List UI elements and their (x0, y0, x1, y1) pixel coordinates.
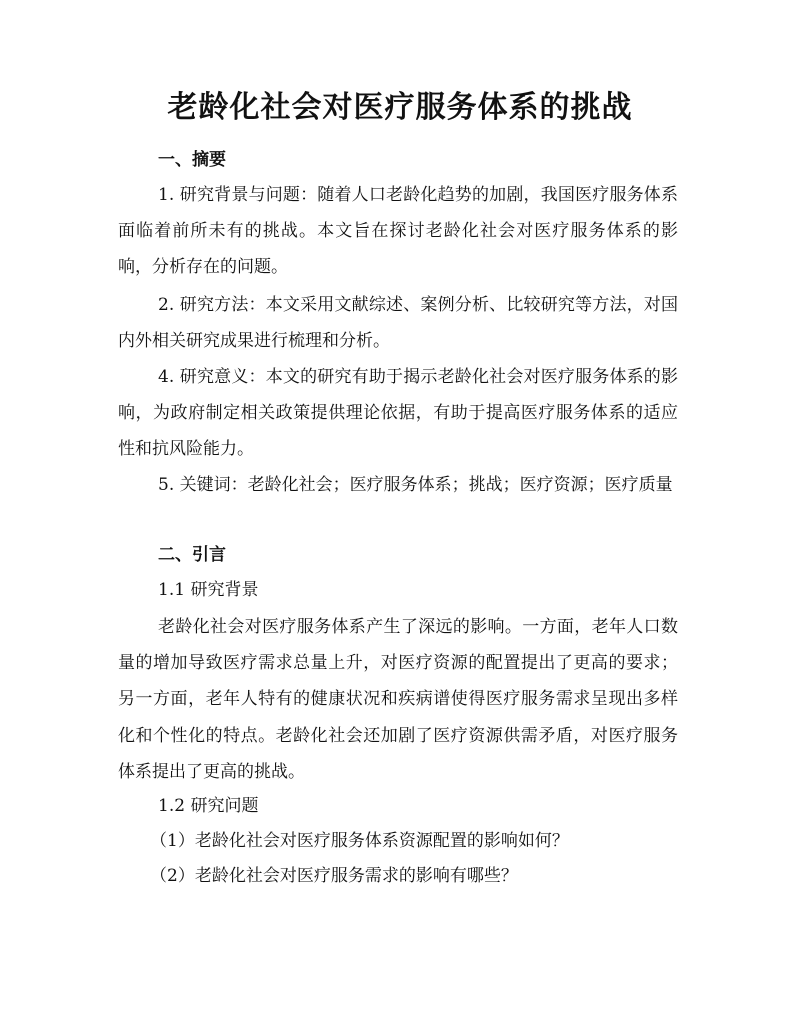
abstract-paragraph-keywords: 5. 关键词：老龄化社会；医疗服务体系；挑战；医疗资源；医疗质量 (158, 475, 673, 495)
document-title: 老龄化社会对医疗服务体系的挑战 (167, 90, 633, 125)
abstract-paragraph-background: 1. 研究背景与问题：随着人口老龄化趋势的加剧，我国医疗服务体系面临着前所未有的挑战。本文旨在探讨老龄化社会对医疗服务体系的影响，分析存在的问题。 (118, 185, 678, 278)
section-heading-abstract: 一、摘要 (158, 150, 226, 170)
subsection-heading-background: 1.1 研究背景 (158, 580, 259, 600)
subsection-heading-questions: 1.2 研究问题 (158, 796, 259, 816)
research-question-2: （2）老龄化社会对医疗服务需求的影响有哪些？ (150, 866, 518, 886)
section-heading-introduction: 二、引言 (158, 545, 226, 565)
introduction-paragraph-background: 老龄化社会对医疗服务体系产生了深远的影响。一方面，老年人口数量的增加导致医疗需求总量上升，对医疗资源的配置提出了更高的要求；另一方面，老年人特有的健康状况和疾病谱使得医疗服务需求呈现出多样化和个性化的特点。老龄化社会还加剧了医疗资源供需矛盾，对医疗服务体系提出了更高的挑战。 (118, 617, 678, 782)
abstract-paragraph-significance: 4. 研究意义：本文的研究有助于揭示老龄化社会对医疗服务体系的影响，为政府制定相关政策提供理论依据，有助于提高医疗服务体系的适应性和抗风险能力。 (118, 367, 678, 460)
abstract-paragraph-method: 2. 研究方法：本文采用文献综述、案例分析、比较研究等方法，对国内外相关研究成果进行梳理和分析。 (118, 295, 678, 352)
research-question-1: （1）老龄化社会对医疗服务体系资源配置的影响如何？ (150, 831, 569, 851)
